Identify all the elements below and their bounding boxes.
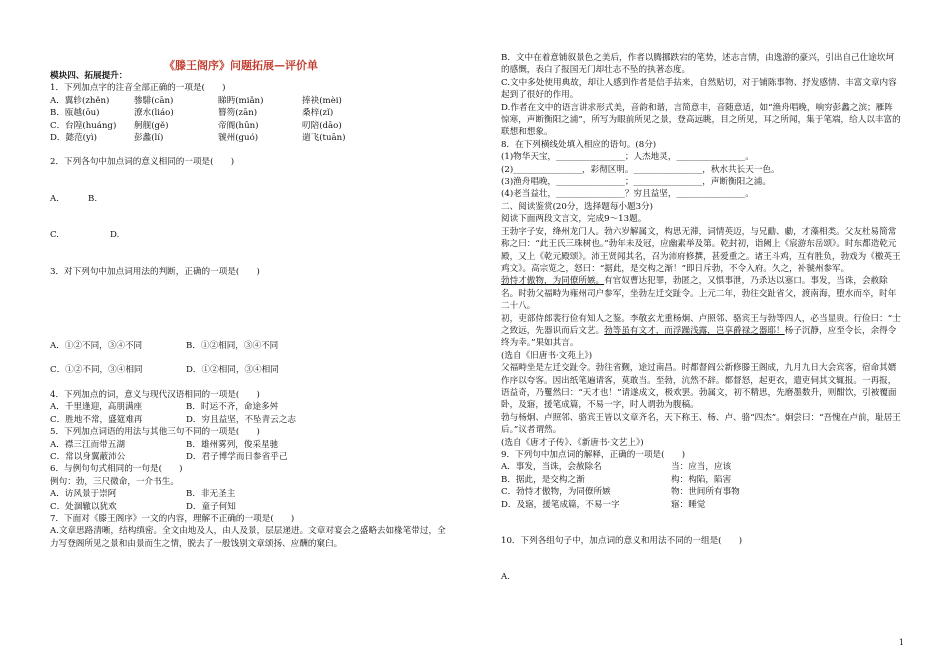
q10-stem: 10．下列各组句子中，加点词的意义和用法不同的一组是( ) [501, 536, 743, 547]
passage-text: 杨子沉静，应至令长，余得令终为幸。”果如其言。 [501, 325, 897, 349]
option: D．君子博学而日参省乎己 [186, 451, 288, 462]
q6-example: 例句：勃，三尺微命，一介书生。 [50, 476, 179, 487]
option: A．①②不同，③④不同 [50, 341, 143, 352]
option: B．①②相同，③④不同 [186, 341, 279, 352]
option: 彭蠡(lí) [134, 133, 164, 144]
q1-row-a [50, 95, 450, 107]
passage-paragraph: 王勃字子安，绛州龙门人。勃六岁解属文，构思无滞，词情英迈，与兄勔、勮，才藻相类。父友杜易简常称之曰：“此王氏三珠树也。”勃年未及冠，应幽素举及第。乾封初，诣阙上《宸游东岳颂》。时东都造乾元殿，又上《乾元殿颂》。沛王贤闻其名，召为沛府修撰，甚爱重之。诸王斗鸡，互有胜负，勃戏为《檄英王鸡文》。高宗览之，怒曰：“据此，是交构之渐！”即日斥勃，不令入府。久之，补虢州参军。 [501, 226, 901, 274]
q8-stem: 8．在下列横线处填入相应的语句。(8分) [501, 139, 657, 150]
question-1 [50, 82, 450, 144]
option: 捧袂(mèi) [302, 95, 342, 106]
option: A．事发，当诛，会赦除名 [501, 462, 602, 473]
option: C．勃恃才傲物，为同僚所嫉 [501, 487, 611, 498]
page-title: 《滕王阁序》问题拓展—评价单 [164, 59, 318, 72]
option: B．瓯越(ōu) [50, 108, 100, 119]
question-8 [501, 139, 901, 201]
option: C．胜地不常，盛筵难再 [50, 414, 143, 425]
q7-stem: 7．下面对《滕王阁序》一文的内容，理解不正确的一项是( ) [50, 513, 295, 524]
option: A．千里逢迎，高朋满座 [50, 402, 143, 413]
option: 叨陪(dāo) [302, 120, 342, 131]
option: D．穷且益坚，不坠青云之志 [186, 414, 297, 425]
q4-row-ab [50, 401, 450, 413]
passage-paragraph [501, 275, 901, 312]
q5-row-cd [50, 451, 450, 463]
q9-row [501, 461, 901, 473]
q2-row-cd [50, 229, 450, 241]
option: A. [50, 193, 59, 204]
section-heading: 模块四、拓展提升： [50, 71, 128, 81]
option: 虢州(guó) [218, 133, 259, 144]
q9-row [501, 499, 901, 511]
option: C．台隍(huáng) [50, 120, 117, 131]
option: D．童子何知 [186, 501, 236, 512]
gloss: 寤：睡觉 [671, 499, 706, 510]
q4-stem: 4．下列加点的词，意义与现代汉语相同的一项是( ) [50, 389, 260, 400]
q8-line-1: (1)物华天宝，________________；人杰地灵，________________。 [501, 152, 754, 163]
underlined-sentence: 勃等虽有文才，而浮躁浅露，岂享爵禄之器耶！ [604, 325, 785, 336]
question-10 [501, 535, 901, 584]
right-column [501, 52, 901, 584]
q7-option-d: D.作者在文中的语言讲求形式美，音韵和谐，言简意丰，音随意适，如“渔舟唱晚，响穷彭蠡之滨；雁阵惊寒，声断衡阳之浦”，所写为眼前所见之景，登高远眺，目之所见，耳之所闻，集于笔端，给人以丰富的联想和想象。 [501, 102, 901, 138]
gloss: 构：构陷，陷害 [671, 474, 732, 485]
option: B．雄州雾列，俊采星驰 [186, 439, 279, 450]
q5-row-ab [50, 439, 450, 451]
q8-line-2: (2)________________，彩彻区明。________________，秋水共长天一色。 [501, 164, 780, 175]
question-4 [50, 389, 450, 426]
option: D．懿范(yì) [50, 133, 97, 144]
q7-option-c: C.文中多处使用典故，却让人感到作者是信手拈来，自然贴切，对于铺陈事物、抒发感情、丰富文章内容起到了很好的作用。 [501, 77, 897, 101]
option: B．据此，是交构之渐 [501, 474, 585, 485]
q6-stem: 6．与例句句式相同的一句是( ) [50, 464, 183, 475]
option: A．翼轸(zhěn) [50, 95, 110, 106]
option: D．及寤，援笔成篇，不易一字 [501, 499, 620, 510]
option: B．时运不齐，命途多舛 [186, 402, 279, 413]
option: D. [110, 230, 120, 241]
q1-row-d [50, 132, 450, 144]
passage-paragraph: 勃与杨炯、卢照邻、骆宾王皆以文章齐名，天下称王、杨、卢、骆“四杰”。炯尝曰：“吾愧在卢前，耻居王后。”议者谓然。 [501, 412, 901, 436]
passage-text: 初，吏部侍郎裴行俭有知人之鉴。李敬玄尤重杨炯、卢照邻、骆宾王与勃等四人，必当显贵。行俭曰：“士之致远，先器识而后文艺。 [501, 313, 901, 336]
q7-option-a: A.文章思路清晰，结构缜密。全文由地及人，由人及景，层层递进。文章对宴会之盛略去如椽笔带过，全力写登阁所见之景和由景而生之情，脱去了一般饯别文章颂扬、应酬的窠臼。 [50, 526, 446, 549]
underlined-sentence: 勃恃才傲物，为同僚所嫉。 [501, 276, 605, 287]
q9-stem: 9．下列句中加点词的解释，正确的一项是( ) [501, 450, 686, 460]
q3-row-ab [50, 340, 450, 352]
option: B. [88, 193, 98, 204]
q8-line-3: (3)渔舟唱晚，________________；________________，声断衡阳之浦。 [501, 177, 771, 188]
q1-row-b [50, 107, 450, 119]
gloss: 物：世间所有事物 [671, 487, 740, 498]
option: 潦水(liáo) [134, 108, 174, 119]
q4-row-cd [50, 414, 450, 426]
q2-row-ab [50, 193, 450, 205]
option: 遄飞(tuān) [302, 133, 346, 144]
passage-paragraph [501, 313, 901, 350]
option: 舸舰(gě) [134, 120, 169, 131]
passage-text: 有官奴曹达犯罪，勃匿之，又惧事泄，乃杀达以塞口。事发，当诛，会赦除名。时勃父福畤为雍州司户参军，坐勃左迁交趾令。上元二年，勃往交趾省父，渡南海，堕水而卒，时年二十八。 [501, 276, 897, 312]
gloss: 当：应当，应该 [671, 462, 732, 473]
page-number: 1 [898, 638, 904, 647]
source-citation: (选自《唐才子传》、《新唐书·文艺上》) [501, 437, 644, 448]
q9-row [501, 486, 901, 498]
source-citation: (选自《旧唐书·文苑上》) [501, 350, 593, 361]
question-3 [50, 266, 450, 377]
question-2 [50, 156, 450, 241]
q9-row [501, 474, 901, 486]
question-5 [50, 426, 450, 463]
q3-row-cd [50, 364, 450, 376]
q1-row-c [50, 120, 450, 132]
part-2-heading: 二、阅读鉴赏(20分，选择题每小题3分) [501, 201, 654, 212]
option: C. [50, 230, 60, 241]
q6-row-ab [50, 488, 450, 500]
option: C．①②不同，③④相同 [50, 365, 143, 376]
question-6 [50, 463, 450, 513]
q1-stem: 1．下列加点字的注音全部正确的一项是( ) [50, 83, 226, 94]
option: 骖騑(cān) [134, 95, 174, 106]
q5-stem: 5．下列加点词语的用法与其他三句不同的一项是( ) [50, 427, 260, 438]
question-9 [501, 449, 901, 511]
q10-option-a: A. [501, 572, 510, 583]
option: D．①②相同，③④相同 [186, 365, 279, 376]
question-7 [50, 513, 450, 550]
option: 睇眄(miǎn) [218, 95, 264, 106]
option: 帝阍(hūn) [218, 120, 259, 131]
option: 桑梓(zǐ) [302, 108, 334, 119]
q6-row-cd [50, 501, 450, 513]
option: A．访风景于崇阿 [50, 489, 117, 500]
option: A．襟三江而带五湖 [50, 439, 125, 450]
option: C．处涸辙以犹欢 [50, 501, 117, 512]
q8-line-4: (4)老当益壮，________________？穷且益坚，________________。 [501, 189, 754, 200]
q3-stem: 3．对下列句中加点词用法的判断，正确的一项是( ) [50, 266, 260, 277]
q2-stem: 2．下列各句中加点词的意义相同的一项是( ) [50, 157, 235, 168]
option: 簪笏(zān) [218, 108, 258, 119]
reading-intro: 阅读下面两段文言文，完成9～13题。 [501, 214, 647, 225]
q7-option-b: B．文中在着意铺叙景色之美后，作者以腾挪跌宕的笔势，述志言情，由逸游的豪兴，引出自己仕途坎坷的感慨，表白了报国无门却壮志不坠的执著态度。 [501, 53, 895, 76]
option: B．非无圣主 [186, 489, 236, 500]
option: C．常以身翼蔽沛公 [50, 451, 126, 462]
passage-paragraph: 父福畤坐是左迁交趾令。勃往省觐，途过南昌。时都督阎公新修滕王阁成，九月九日大会宾客，宿命其婿作序以夸客。因出纸笔遍请客，莫敢当。至勃，沆然不辞。都督怒，起更衣，遣吏伺其文辄报。一再报，语益奇，乃矍然曰：“天才也！”请遂成文，极欢罢。勃属文，初不精思，先磨墨数升，则酣饮，引被覆面卧，及寤，援笔成篇，不易一字，时人谓勃为腹稿。 [501, 363, 897, 411]
left-column [50, 52, 450, 550]
